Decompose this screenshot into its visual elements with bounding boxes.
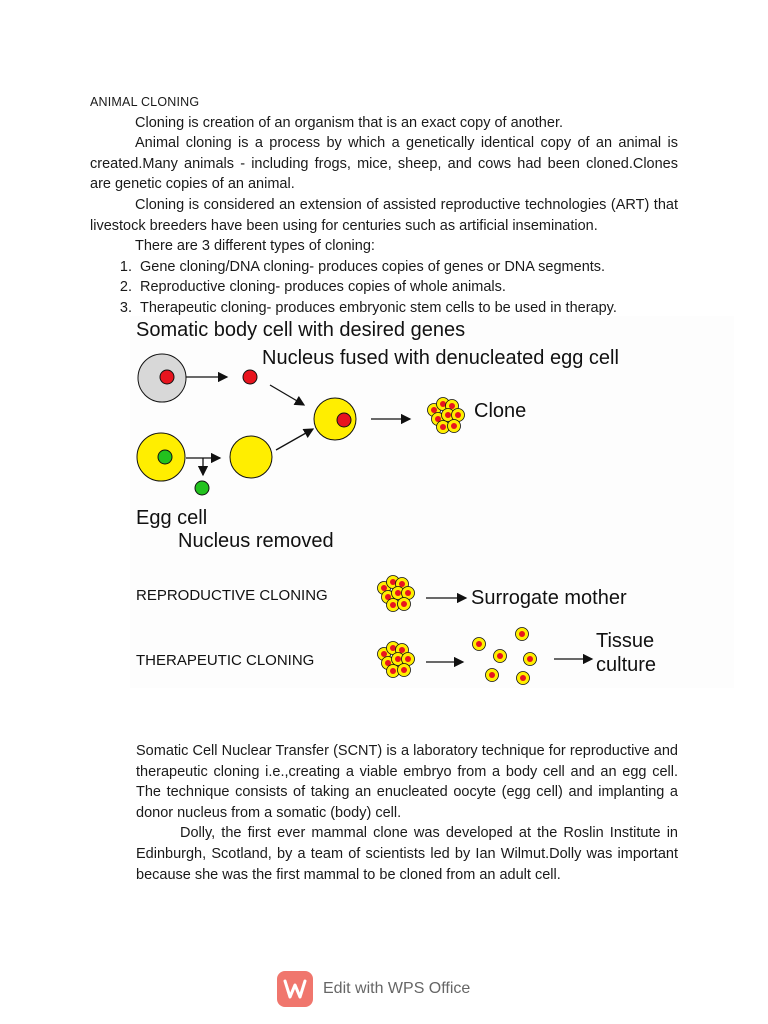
wps-w-icon [277,971,313,1007]
paragraph-art: Cloning is considered an extension of assisted reproductive technologies (ART) that livestock breeders have been using for centuries such as artificial insemination. [90,196,678,234]
reproductive-label: REPRODUCTIVE CLONING [136,587,328,604]
clone-cluster [428,398,465,434]
surrogate-label: Surrogate mother [471,587,627,609]
list-item: 1. Gene cloning/DNA cloning- produces copies of genes or DNA segments. [119,258,606,275]
wps-edit-label: Edit with WPS Office [323,979,471,997]
scnt-section [136,741,678,885]
paragraph-definition: Cloning is creation of an organism that is an exact copy of another. [135,114,563,131]
stem-cells [473,628,537,685]
dolly-paragraph: Dolly, the first ever mammal clone was developed at the Roslin Institute in Edinburgh, Scotland, by a team of scientists led by Ian Wilmut.Dolly was important because she was the first mammal to be cloned from an adult cell. [136,825,678,883]
document-body [90,92,678,319]
removed-label: Nucleus removed [178,530,334,552]
extracted-nucleus [243,370,257,384]
document-title: ANIMAL CLONING [90,95,200,109]
reproductive-cluster [378,576,415,612]
enucleated-egg [230,436,272,478]
clone-label: Clone [474,400,527,422]
list-item: 2. Reproductive cloning- produces copies of whole animals. [119,279,506,296]
egg-cell [137,433,185,481]
removed-nucleus [195,481,209,495]
diagram-title: Somatic body cell with desired genes [136,319,466,341]
egg-label: Egg cell [136,507,208,529]
paragraph-types-intro: There are 3 different types of cloning: [135,238,375,255]
wps-edit-button[interactable] [277,970,470,1007]
arrow [276,429,313,450]
paragraph-animal-cloning: Animal cloning is a process by which a genetically identical copy of an animal is created.Many animals - including frogs, mice, sheep, and cows had been cloned.Clones are genetic copies of an animal. [90,135,678,193]
scnt-paragraph: Somatic Cell Nuclear Transfer (SCNT) is a laboratory technique for reproductive and therapeutic cloning i.e.,creating a viable embryo from a body cell and an egg cell. The technique consists of taking an enucleated oocyte (egg cell) and implanting a donor nucleus from a somatic (body) cell. [136,743,678,821]
tissue-label: Tissue [596,630,655,652]
therapeutic-cluster [378,642,415,678]
somatic-cell [138,354,186,402]
culture-label: culture [596,654,657,676]
fused-cell [314,398,356,440]
arrow [270,385,304,405]
cloning-diagram [130,316,734,688]
therapeutic-label: THERAPEUTIC CLONING [136,652,315,669]
fused-label: Nucleus fused with denucleated egg cell [262,347,619,369]
cloning-types-list [90,257,678,319]
list-item: 3. Therapeutic cloning- produces embryonic stem cells to be used in therapy. [119,299,617,316]
